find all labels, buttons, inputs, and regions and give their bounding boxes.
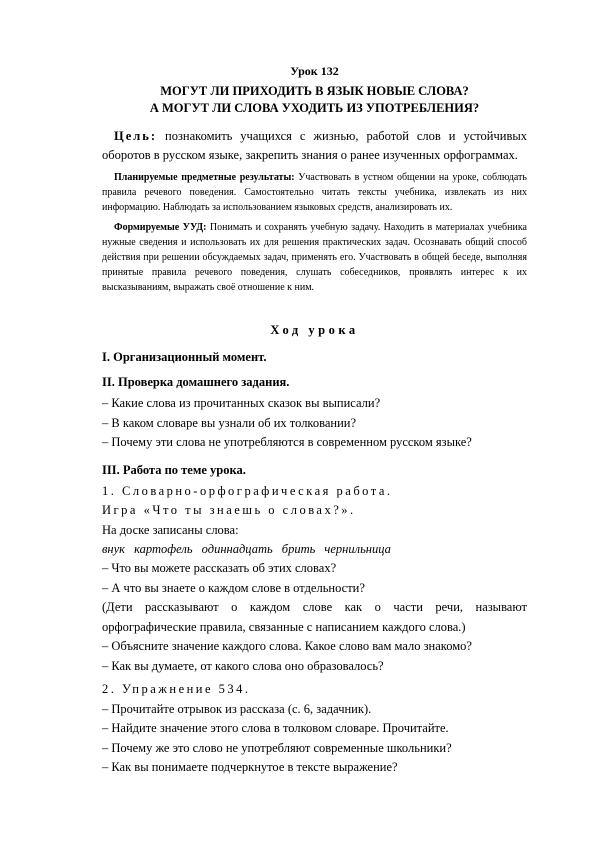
teacher-note: (Дети рассказывают о каждом слове как о части речи, называют орфографические правила, связанные с написанием каждого слова.)	[102, 600, 527, 634]
uud-paragraph	[102, 220, 527, 295]
question-6: – Объясните значение каждого слова. Какое слово вам мало знакомо?	[102, 639, 472, 653]
question-5: – А что вы знаете о каждом слове в отдельности?	[102, 580, 365, 595]
question-10: – Почему же это слово не употребляют современные школьники?	[102, 740, 452, 755]
goal-label: Цель:	[114, 129, 158, 143]
planned-label: Планируемые предметные результаты:	[114, 172, 295, 183]
course-heading: Ход урока	[270, 323, 359, 337]
board-words: внук картофель одиннадцать брить чернильница	[102, 542, 391, 556]
planned-text: Участвовать в устном общении на уроке, соблюдать правила речевого поведения. Самостоятельно читать тексты учебника, извлекать из них информацию. Наблюдать за использованием языковых средств, анализировать их.	[102, 172, 527, 213]
question-8: – Прочитайте отрывок из рассказа (с. 6, задачник).	[102, 701, 372, 716]
lesson-number: Урок 132	[290, 64, 339, 78]
planned-results-paragraph	[102, 170, 527, 215]
section-3-heading: III. Работа по теме урока.	[102, 462, 246, 477]
question-3: – Почему эти слова не употребляются в современном русском языке?	[102, 435, 472, 449]
question-4: – Что вы можете рассказать об этих словах?	[102, 561, 337, 575]
question-9: – Найдите значение этого слова в толковом словаре. Прочитайте.	[102, 721, 449, 735]
uud-label: Формируемые УУД:	[114, 222, 207, 233]
section-1-heading: I. Организационный момент.	[102, 350, 267, 364]
task-1-title: 1. Словарно-орфографическая работа.	[102, 483, 393, 498]
game-title: Игра «Что ты знаешь о словах?».	[102, 503, 356, 517]
uud-text: Понимать и сохранять учебную задачу. Находить в материалах учебника нужные сведения и использовать их для решения практических задач. Осознавать общий способ действия при решении обсуждаемых задач, применять его. Участвовать в общей беседе, выполняя принятые правила речевого поведения, слушать собеседников, проявлять интерес к их высказываниям, выражать своё отношение к ним.	[102, 222, 527, 293]
lesson-title	[102, 83, 527, 117]
goal-text: познакомить учащихся с жизнью, работой слов и устойчивых оборотов в русском языке, закрепить знания о ранее изученных орфограммах.	[102, 129, 527, 162]
question-7: – Как вы думаете, от какого слова оно образовалось?	[102, 658, 384, 673]
document-page	[102, 64, 527, 778]
question-2: – В каком словаре вы узнали об их толковании?	[102, 415, 357, 430]
title-line-1: МОГУТ ЛИ ПРИХОДИТЬ В ЯЗЫК НОВЫЕ СЛОВА?	[160, 84, 469, 98]
title-line-2: А МОГУТ ЛИ СЛОВА УХОДИТЬ ИЗ УПОТРЕБЛЕНИЯ?	[149, 101, 480, 115]
board-text: На доске записаны слова:	[102, 522, 239, 537]
exercise-title: 2. Упражнение 534.	[102, 682, 251, 696]
goal-paragraph	[102, 127, 527, 165]
question-1: – Какие слова из прочитанных сказок вы выписали?	[102, 396, 381, 410]
question-11: – Как вы понимаете подчеркнутое в тексте выражение?	[102, 760, 398, 774]
section-2-heading: II. Проверка домашнего задания.	[102, 375, 290, 389]
